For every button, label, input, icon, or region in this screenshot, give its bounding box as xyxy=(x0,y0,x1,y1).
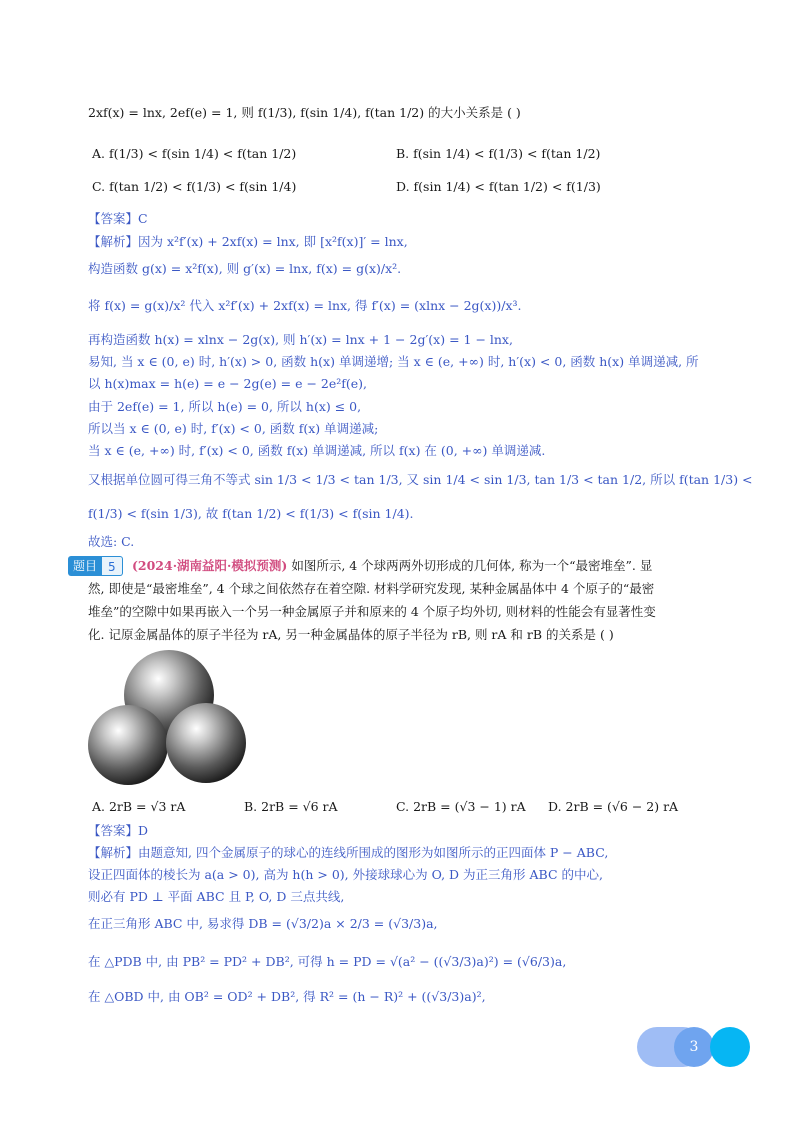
problem5-solution-line: 设正四面体的棱长为 a(a > 0), 高为 h(h > 0), 外接球球心为 O, D 为正三角形 ABC 的中心, xyxy=(88,867,603,882)
problem4-solution-line: 又根据单位圆可得三角不等式 sin 1/3 < 1/3 < tan 1/3, 又 sin 1/4 < sin 1/3, tan 1/3 < tan 1/2, 所以 f(tan 1/3) < xyxy=(88,472,753,487)
problem-badge xyxy=(68,556,123,576)
problem5-option-b: B. 2rB = √6 rA xyxy=(244,799,338,814)
problem5-stem-line: 化. 记原金属晶体的原子半径为 rA, 另一种金属晶体的原子半径为 rB, 则 rA 和 rB 的关系是 ( ) xyxy=(88,627,614,642)
problem5-solution-line: 【解析】由题意知, 四个金属原子的球心的连线所围成的图形为如图所示的正四面体 P − ABC, xyxy=(88,845,609,860)
problem-badge-number: 5 xyxy=(102,556,123,576)
problem4-solution-line: 故选: C. xyxy=(88,534,135,549)
problem4-solution-line: 当 x ∈ (e, +∞) 时, f′(x) < 0, 函数 f(x) 单调递减, 所以 f(x) 在 (0, +∞) 单调递减. xyxy=(88,443,546,458)
problem5-stem-line: 如图所示, 4 个球两两外切形成的几何体, 称为一个“最密堆垒”. 显 xyxy=(291,558,653,573)
problem5-answer: 【答案】D xyxy=(88,823,149,838)
problem4-solution-line: 由于 2ef(e) = 1, 所以 h(e) = 0, 所以 h(x) ≤ 0, xyxy=(88,399,362,414)
problem4-option-a: A. f(1/3) < f(sin 1/4) < f(tan 1/2) xyxy=(92,146,297,161)
page-number: 3 xyxy=(689,1039,699,1055)
problem5-option-d: D. 2rB = (√6 − 2) rA xyxy=(548,799,679,814)
problem5-stem-first-line xyxy=(132,557,652,575)
problem4-solution-line: 以 h(x)max = h(e) = e − 2g(e) = e − 2e²f(e), xyxy=(88,376,367,391)
problem5-solution-line: 在正三角形 ABC 中, 易求得 DB = (√3/2)a × 2/3 = (√3/3)a, xyxy=(88,916,438,931)
problem4-solution-line: 所以当 x ∈ (0, e) 时, f′(x) < 0, 函数 f(x) 单调递减; xyxy=(88,421,379,436)
sphere-left xyxy=(88,705,168,785)
problem4-solution-line: f(1/3) < f(sin 1/3), 故 f(tan 1/2) < f(1/3) < f(sin 1/4). xyxy=(88,506,414,521)
problem5-solution-line: 在 △OBD 中, 由 OB² = OD² + DB², 得 R² = (h − R)² + ((√3/3)a)², xyxy=(88,989,486,1004)
problem4-option-d: D. f(sin 1/4) < f(tan 1/2) < f(1/3) xyxy=(396,179,601,194)
problem5-solution-line: 则必有 PD ⊥ 平面 ABC 且 P, O, D 三点共线, xyxy=(88,889,345,904)
problem4-solution-line: 构造函数 g(x) = x²f(x), 则 g′(x) = lnx, f(x) = g(x)/x². xyxy=(88,261,402,276)
problem5-stem-line: 然, 即使是“最密堆垒”, 4 个球之间依然存在着空隙. 材料学研究发现, 某种金属晶体中 4 个原子的“最密 xyxy=(88,581,655,596)
stacked-spheres-figure xyxy=(88,645,248,790)
problem4-solution-line: 再构造函数 h(x) = xlnx − 2g(x), 则 h′(x) = lnx + 1 − 2g′(x) = 1 − lnx, xyxy=(88,332,513,347)
problem-badge-label: 题目 xyxy=(68,556,102,576)
problem4-option-c: C. f(tan 1/2) < f(1/3) < f(sin 1/4) xyxy=(92,179,297,194)
sphere-right xyxy=(166,703,246,783)
page-indicator-bubble xyxy=(710,1027,750,1067)
problem4-option-b: B. f(sin 1/4) < f(1/3) < f(tan 1/2) xyxy=(396,146,601,161)
problem5-stem-line: 堆垒”的空隙中如果再嵌入一个另一种金属原子并和原来的 4 个原子均外切, 则材料的性能会有显著性变 xyxy=(88,604,656,619)
problem4-answer: 【答案】C xyxy=(88,211,148,226)
problem4-solution-line: 易知, 当 x ∈ (0, e) 时, h′(x) > 0, 函数 h(x) 单调递增; 当 x ∈ (e, +∞) 时, h′(x) < 0, 函数 h(x) 单调递减, 所 xyxy=(88,354,699,369)
problem5-option-a: A. 2rB = √3 rA xyxy=(92,799,186,814)
problem5-option-c: C. 2rB = (√3 − 1) rA xyxy=(396,799,526,814)
problem4-solution-line: 【解析】因为 x²f′(x) + 2xf(x) = lnx, 即 [x²f(x)]′ = lnx, xyxy=(88,234,408,249)
problem4-stem: 2xf(x) = lnx, 2ef(e) = 1, 则 f(1/3), f(sin 1/4), f(tan 1/2) 的大小关系是 ( ) xyxy=(88,105,521,120)
problem4-solution-line: 将 f(x) = g(x)/x² 代入 x²f′(x) + 2xf(x) = lnx, 得 f′(x) = (xlnx − 2g(x))/x³. xyxy=(88,298,522,313)
problem5-source: (2024·湖南益阳·模拟预测) xyxy=(132,558,288,573)
problem5-solution-line: 在 △PDB 中, 由 PB² = PD² + DB², 可得 h = PD = √(a² − ((√3/3)a)²) = (√6/3)a, xyxy=(88,954,567,969)
